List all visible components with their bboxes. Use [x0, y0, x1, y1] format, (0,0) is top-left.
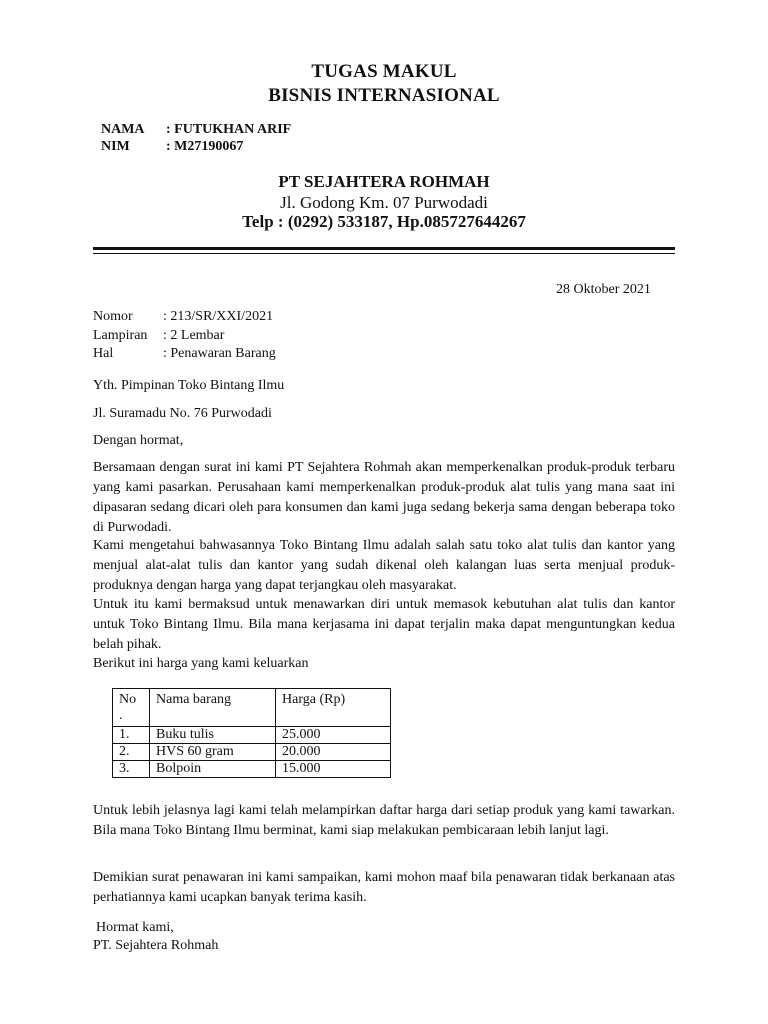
assignment-title: TUGAS MAKUL	[311, 61, 457, 82]
nim-label: NIM	[101, 139, 130, 154]
price-table	[112, 688, 391, 778]
meta-value-lampiran: : 2 Lembar	[163, 328, 225, 343]
company-phone: Telp : (0292) 533187, Hp.085727644267	[242, 212, 526, 231]
name-label: NAMA	[101, 122, 145, 137]
letterhead-divider-thin	[93, 253, 675, 254]
greeting: Dengan hormat,	[93, 433, 184, 448]
letterhead-divider-thick	[93, 247, 675, 250]
column-header-no-dot: .	[119, 708, 123, 723]
name-value: : FUTUKHAN ARIF	[166, 122, 292, 137]
table-intro: Berikut ini harga yang kami keluarkan	[93, 656, 309, 671]
sign-off: Hormat kami,	[96, 920, 174, 935]
recipient-line: Yth. Pimpinan Toko Bintang Ilmu	[93, 378, 285, 393]
column-header-no-label: No	[119, 692, 137, 707]
cell-no: 1.	[113, 727, 150, 744]
column-header-no	[113, 689, 150, 727]
company-name: PT SEJAHTERA ROHMAH	[278, 172, 490, 191]
cell-item: Buku tulis	[150, 727, 276, 744]
table-row	[113, 761, 391, 778]
nim-value: : M27190067	[166, 139, 244, 154]
column-header-price: Harga (Rp)	[276, 689, 391, 727]
meta-label-nomor: Nomor	[93, 309, 133, 324]
cell-item: Bolpoin	[150, 761, 276, 778]
company-address: Jl. Godong Km. 07 Purwodadi	[280, 193, 488, 212]
meta-label-lampiran: Lampiran	[93, 328, 148, 343]
body-paragraph: Untuk itu kami bermaksud untuk menawarkan diri untuk memasok kebutuhan alat tulis dan kantor untuk Toko Bintang Ilmu. Bila mana kerjasama ini dapat terjalin maka dapat menguntungkan kedua belah pihak.	[93, 597, 675, 652]
closing-paragraph: Demikian surat penawaran ini kami sampaikan, kami mohon maaf bila penawaran tidak berkanaan atas perhatiannya kami ucapkan banyak terima kasih.	[93, 870, 675, 905]
signer-company: PT. Sejahtera Rohmah	[93, 938, 219, 953]
cell-no: 3.	[113, 761, 150, 778]
meta-label-hal: Hal	[93, 346, 114, 361]
body-paragraph: Kami mengetahui bahwasannya Toko Bintang Ilmu adalah salah satu toko alat tulis dan kantor yang menjual alat-alat tulis dan kantor yang sudah dikenal oleh kalangan luas serta menjual produk-produknya dengan harga yang dapat terjangkau oleh masyarakat.	[93, 538, 675, 593]
course-title: BISNIS INTERNASIONAL	[268, 85, 500, 106]
cell-price: 15.000	[276, 761, 391, 778]
closing-paragraph: Untuk lebih jelasnya lagi kami telah melampirkan daftar harga dari setiap produk yang kami tawarkan. Bila mana Toko Bintang Ilmu berminat, kami siap melakukan pembicaraan lebih lanjut lagi.	[93, 803, 675, 838]
meta-value-nomor: : 213/SR/XXI/2021	[163, 309, 274, 324]
cell-item: HVS 60 gram	[150, 744, 276, 761]
table-row	[113, 744, 391, 761]
cell-price: 20.000	[276, 744, 391, 761]
letter-date: 28 Oktober 2021	[556, 282, 651, 297]
column-header-name: Nama barang	[150, 689, 276, 727]
cell-no: 2.	[113, 744, 150, 761]
body-paragraph: Bersamaan dengan surat ini kami PT Sejahtera Rohmah akan memperkenalkan produk-produk terbaru yang kami pasarkan. Perusahaan kami memperkenalkan produk-produk alat tulis yang mana saat ini dipasaran sedang dicari oleh para konsumen dan kami juga sedang bekerja sama dengan beberapa toko di Purwodadi.	[93, 460, 675, 535]
table-header-row	[113, 689, 391, 727]
meta-value-hal: : Penawaran Barang	[163, 346, 276, 361]
recipient-address: Jl. Suramadu No. 76 Purwodadi	[93, 406, 272, 421]
table-row	[113, 727, 391, 744]
cell-price: 25.000	[276, 727, 391, 744]
